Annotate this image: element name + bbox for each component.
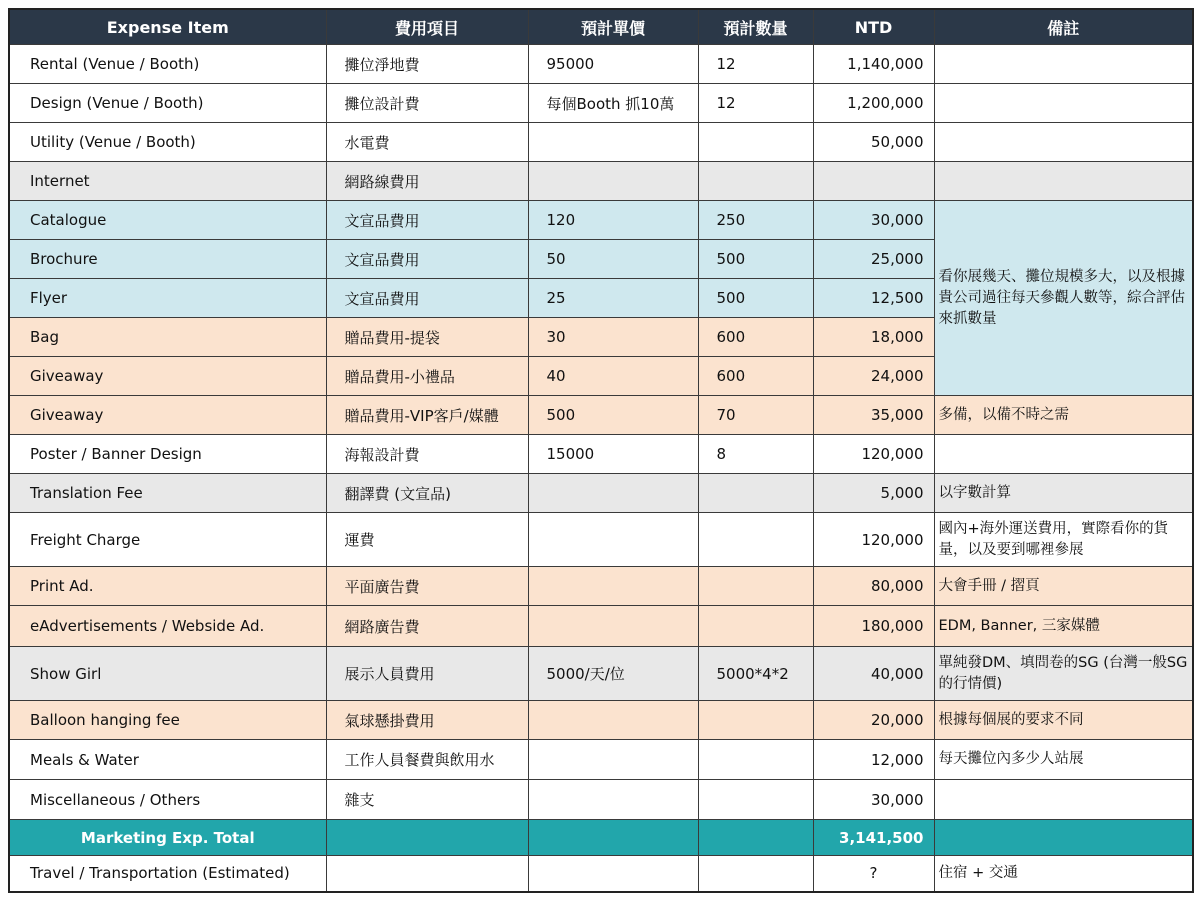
note-cell [934,45,1193,84]
item-zh-cell: 攤位淨地費 [326,45,528,84]
table-row [9,606,1193,647]
ntd-cell: 1,200,000 [813,84,934,123]
quantity-cell: 250 [698,201,813,240]
expense-item-cell: Print Ad. [9,567,326,606]
item-zh-cell: 贈品費用-小禮品 [326,357,528,396]
note-cell: 多備，以備不時之需 [934,396,1193,435]
unit-price-cell: 15000 [528,435,698,474]
unit-price-cell [528,740,698,780]
unit-price-cell: 30 [528,318,698,357]
ntd-cell: 30,000 [813,201,934,240]
expense-item-cell: Bag [9,318,326,357]
total-empty-cell [934,820,1193,856]
total-empty-cell [326,820,528,856]
unit-price-cell [528,513,698,567]
total-row [9,820,1193,856]
table-row [9,513,1193,567]
item-zh-cell: 文宣品費用 [326,240,528,279]
ntd-cell: 20,000 [813,701,934,740]
item-zh-cell: 平面廣告費 [326,567,528,606]
item-zh-cell: 氣球懸掛費用 [326,701,528,740]
table-row [9,435,1193,474]
header-ntd: NTD [813,9,934,45]
unit-price-cell: 5000/天/位 [528,647,698,701]
expense-item-cell: Brochure [9,240,326,279]
ntd-cell: 24,000 [813,357,934,396]
ntd-cell: 120,000 [813,435,934,474]
unit-price-cell: 120 [528,201,698,240]
quantity-cell: 70 [698,396,813,435]
item-zh-cell: 海報設計費 [326,435,528,474]
note-cell [934,780,1193,820]
item-zh-cell: 攤位設計費 [326,84,528,123]
unit-price-cell [528,701,698,740]
quantity-cell: 8 [698,435,813,474]
quantity-cell: 5000*4*2 [698,647,813,701]
ntd-cell: 25,000 [813,240,934,279]
header-unit-price: 預計單價 [528,9,698,45]
table-row [9,396,1193,435]
header-row [9,9,1193,45]
item-zh-cell: 贈品費用-提袋 [326,318,528,357]
ntd-cell: 120,000 [813,513,934,567]
note-cell: 每天攤位內多少人站展 [934,740,1193,780]
ntd-cell: 12,000 [813,740,934,780]
expense-table [8,8,1194,893]
table-row [9,701,1193,740]
ntd-cell: 12,500 [813,279,934,318]
note-cell [934,435,1193,474]
unit-price-cell [528,123,698,162]
note-cell: 以字數計算 [934,474,1193,513]
ntd-cell: 80,000 [813,567,934,606]
unit-price-cell: 95000 [528,45,698,84]
travel-label: Travel / Transportation (Estimated) [9,856,326,892]
table-row [9,84,1193,123]
quantity-cell [698,123,813,162]
unit-price-cell: 每個Booth 抓10萬 [528,84,698,123]
unit-price-cell: 40 [528,357,698,396]
ntd-cell: 1,140,000 [813,45,934,84]
quantity-cell [698,606,813,647]
unit-price-cell [528,606,698,647]
quantity-cell: 12 [698,45,813,84]
quantity-cell [698,780,813,820]
header-quantity: 預計數量 [698,9,813,45]
expense-item-cell: Giveaway [9,357,326,396]
quantity-cell [698,567,813,606]
note-cell [934,162,1193,201]
header-note: 備註 [934,9,1193,45]
table-row [9,647,1193,701]
table-row [9,780,1193,820]
ntd-cell: 18,000 [813,318,934,357]
travel-row [9,856,1193,892]
expense-item-cell: Meals & Water [9,740,326,780]
table-row [9,201,1193,240]
item-zh-cell: 文宣品費用 [326,201,528,240]
ntd-cell: 5,000 [813,474,934,513]
merged-note-cell: 看你展幾天、攤位規模多大，以及根據貴公司過往每天參觀人數等，綜合評估來抓數量 [934,201,1193,396]
table-row [9,123,1193,162]
item-zh-cell: 贈品費用-VIP客戶/媒體 [326,396,528,435]
header-expense-item: Expense Item [9,9,326,45]
expense-item-cell: Catalogue [9,201,326,240]
note-cell [934,123,1193,162]
unit-price-cell [528,567,698,606]
quantity-cell [698,740,813,780]
item-zh-cell: 工作人員餐費與飲用水 [326,740,528,780]
expense-item-cell: Flyer [9,279,326,318]
quantity-cell [698,701,813,740]
expense-item-cell: Balloon hanging fee [9,701,326,740]
ntd-cell: 30,000 [813,780,934,820]
table-row [9,45,1193,84]
quantity-cell: 500 [698,279,813,318]
expense-item-cell: Rental (Venue / Booth) [9,45,326,84]
expense-item-cell: eAdvertisements / Webside Ad. [9,606,326,647]
ntd-cell: 35,000 [813,396,934,435]
ntd-cell: 180,000 [813,606,934,647]
item-zh-cell: 文宣品費用 [326,279,528,318]
travel-empty-cell [698,856,813,892]
expense-item-cell: Freight Charge [9,513,326,567]
quantity-cell [698,474,813,513]
quantity-cell [698,162,813,201]
expense-table-container [8,8,1192,893]
item-zh-cell: 翻譯費 (文宣品) [326,474,528,513]
note-cell: 根據每個展的要求不同 [934,701,1193,740]
expense-item-cell: Show Girl [9,647,326,701]
table-row [9,474,1193,513]
note-cell: 大會手冊 / 摺頁 [934,567,1193,606]
total-empty-cell [698,820,813,856]
note-cell: 國內+海外運送費用，實際看你的貨量，以及要到哪裡參展 [934,513,1193,567]
note-cell: 單純發DM、填問卷的SG (台灣一般SG的行情價) [934,647,1193,701]
ntd-cell [813,162,934,201]
travel-empty-cell [528,856,698,892]
expense-item-cell: Miscellaneous / Others [9,780,326,820]
expense-item-cell: Poster / Banner Design [9,435,326,474]
unit-price-cell: 25 [528,279,698,318]
expense-item-cell: Design (Venue / Booth) [9,84,326,123]
expense-item-cell: Giveaway [9,396,326,435]
total-empty-cell [528,820,698,856]
ntd-cell: 50,000 [813,123,934,162]
quantity-cell [698,513,813,567]
unit-price-cell [528,780,698,820]
unit-price-cell: 50 [528,240,698,279]
quantity-cell: 600 [698,318,813,357]
quantity-cell: 500 [698,240,813,279]
quantity-cell: 600 [698,357,813,396]
table-row [9,740,1193,780]
total-label: Marketing Exp. Total [9,820,326,856]
expense-item-cell: Internet [9,162,326,201]
ntd-cell: 40,000 [813,647,934,701]
item-zh-cell: 網路廣告費 [326,606,528,647]
item-zh-cell: 雜支 [326,780,528,820]
travel-note: 住宿 + 交通 [934,856,1193,892]
quantity-cell: 12 [698,84,813,123]
table-row [9,162,1193,201]
note-cell [934,84,1193,123]
table-row [9,567,1193,606]
note-cell: EDM, Banner, 三家媒體 [934,606,1193,647]
header-item-zh: 費用項目 [326,9,528,45]
travel-ntd: ? [813,856,934,892]
total-ntd: 3,141,500 [813,820,934,856]
item-zh-cell: 展示人員費用 [326,647,528,701]
expense-item-cell: Translation Fee [9,474,326,513]
expense-item-cell: Utility (Venue / Booth) [9,123,326,162]
unit-price-cell: 500 [528,396,698,435]
item-zh-cell: 水電費 [326,123,528,162]
unit-price-cell [528,162,698,201]
item-zh-cell: 運費 [326,513,528,567]
unit-price-cell [528,474,698,513]
item-zh-cell: 網路線費用 [326,162,528,201]
travel-empty-cell [326,856,528,892]
